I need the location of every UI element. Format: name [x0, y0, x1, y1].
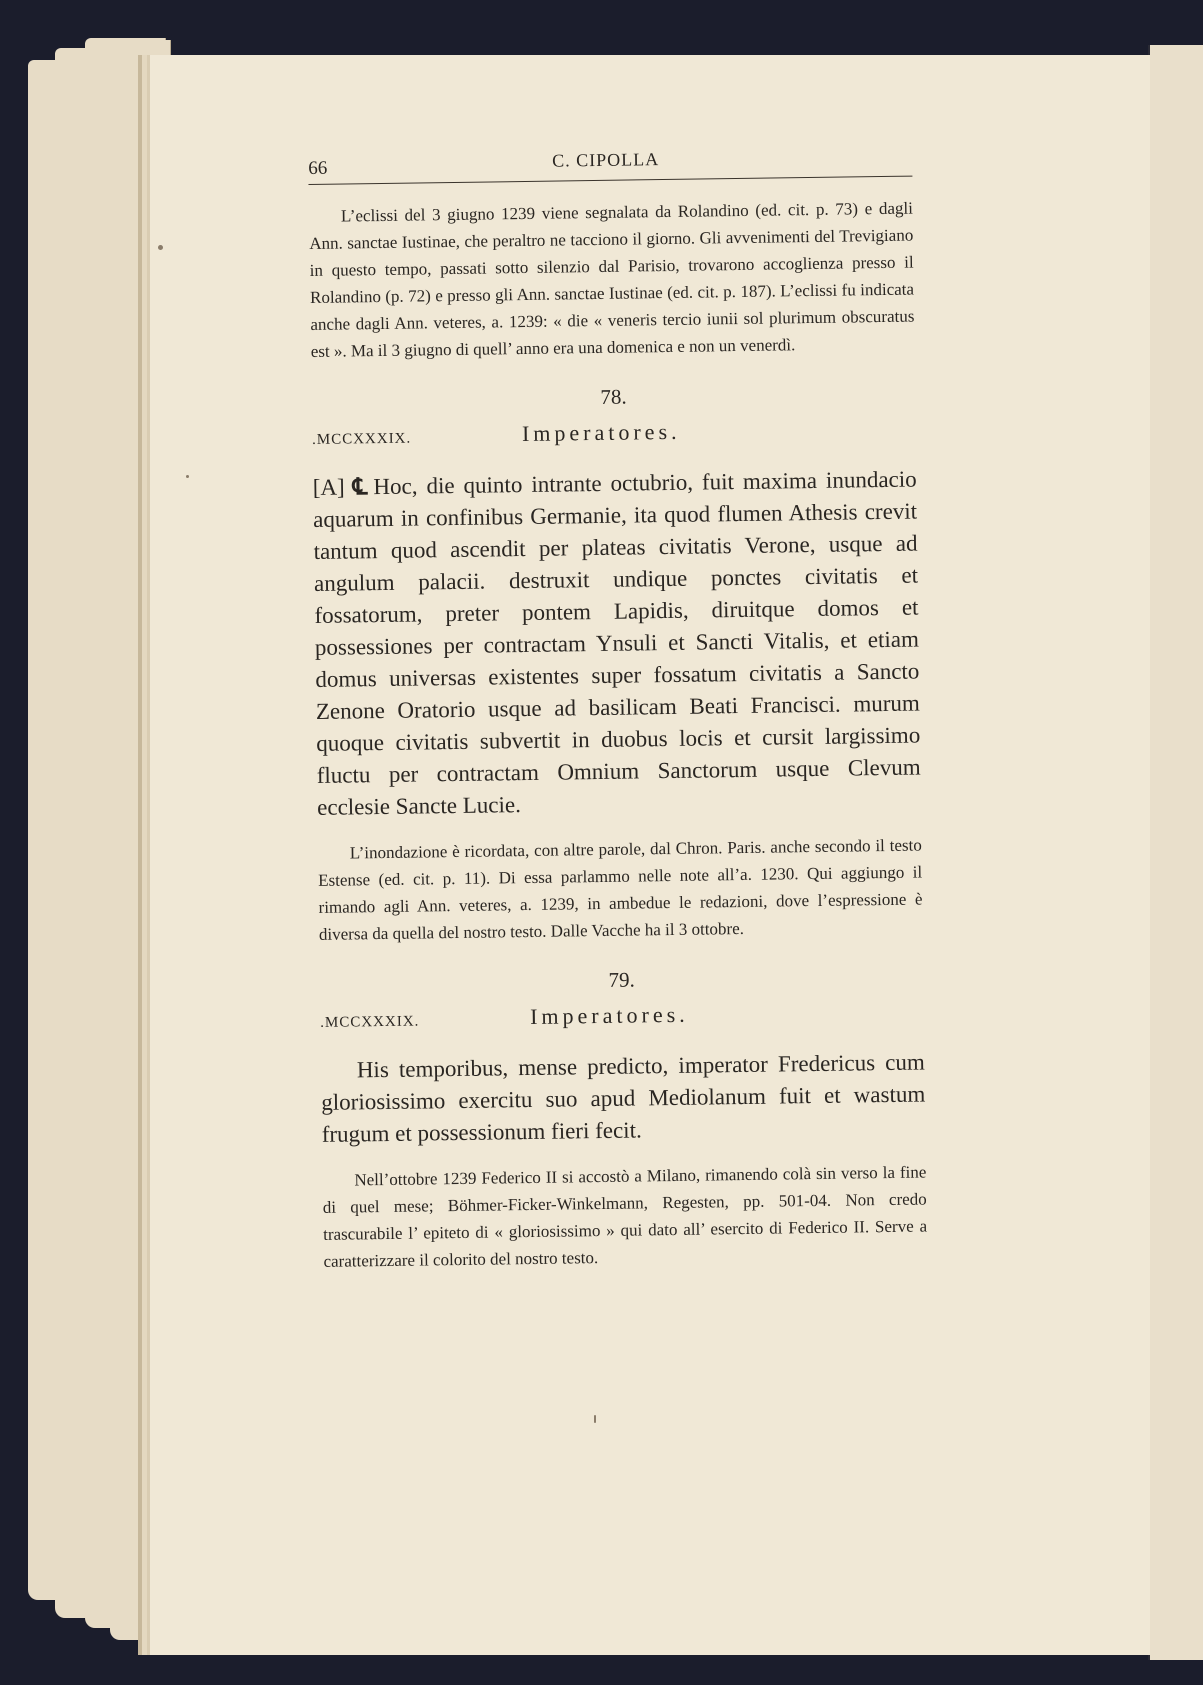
entry-text-78 — [312, 464, 921, 824]
footnote-eclipse: L’eclissi del 3 giugno 1239 viene segnalata da Rolandino (ed. cit. p. 73) e dagli Ann. sanctae Iustinae, che peraltro ne tacciono il giorno. Gli avvenimenti del Trevigiano in questo tempo, passati sotto silenzio dal Parisio, trovarono accoglienza presso il Rolandino (p. 72) e presso gli Ann. sanctae Iustinae (ed. cit. p. 187). L’eclissi fu indicata anche dagli Ann. veteres, a. 1239: « die « veneris tercio iunii sol plurimum obscuratus est ». Ma il 3 giugno di quell’ anno era una domenica e non un venerdì. — [309, 198, 915, 361]
footnote-flood: L’inondazione è ricordata, con altre parole, dal Chron. Paris. anche secondo il testo Estense (ed. cit. p. 11). Di essa parlammo nelle note all’a. 1230. Qui aggiungo il rimando agli Ann. veteres, a. 1239, in ambedue le redazioni, dove l’espressione è diversa da quella del nostro testo. Dalle Vacche ha il 3 ottobre. — [318, 835, 923, 944]
text-block — [308, 142, 928, 1275]
entry-heading: Imperatores. — [521, 418, 681, 447]
running-title: C. CIPOLLA — [552, 149, 660, 171]
entry-year: .MCCXXXIX. — [320, 1013, 420, 1031]
page-number: 66 — [308, 157, 328, 179]
paragraph-mark-icon: ℄ — [352, 474, 368, 500]
running-head — [308, 142, 912, 185]
entry-number-78: 78. — [600, 384, 627, 409]
entry-head-79 — [320, 998, 924, 1032]
footnote-frederick: Nell’ottobre 1239 Federico II si accostò a Milano, rimanendo colà sin verso la fine di quel mese; Böhmer-Ficker-Winkelmann, Regesten, pp. 501-04. Non credo trascurabile l’ epiteto di « gloriosissimo » qui dato all’ esercito di Federico II. Serve a caratterizzare il colorito del nostro testo. — [322, 1162, 928, 1271]
facing-page-edge — [1148, 45, 1203, 1660]
entry-text-79: His temporibus, mense predicto, imperator Fredericus cum gloriosissimo exercitu suo apud Mediolanum fuit et wastum frugum et possessionum fieri fecit. — [321, 1049, 926, 1147]
source-tag: [A] — [312, 474, 345, 500]
entry-year: .MCCXXXIX. — [311, 430, 412, 448]
entry-number-79: 79. — [608, 967, 635, 992]
entry-body: Hoc, die quinto intrante octubrio, fuit maxima inundacio aquarum in confinibus Germanie, ita quod flumen Athesis crevit tantum quod ascendit per plateas civitatis Verone, usque ad angulum palacii. destruxit undique ponctes civitatis et fossatorum, preter pontem Lapidis, diruitque domos et possessiones per contractam Ynsuli et Sancti Vitalis, et etiam domus universas existentes super fossatum civitatis a Sancto Zenone Oratorio usque ad basilicam Beati Francisci. murum quoque civitatis subvertit in duobus locis et cursit largissimo fluctu per contractam Omnium Sanctorum usque Clevum ecclesie Sancte Lucie. — [312, 466, 921, 820]
entry-head-78 — [312, 416, 916, 450]
paper-speck — [186, 475, 189, 478]
paper-speck — [158, 245, 163, 250]
paper-speck — [594, 1415, 596, 1423]
entry-heading: Imperatores. — [529, 1001, 689, 1029]
